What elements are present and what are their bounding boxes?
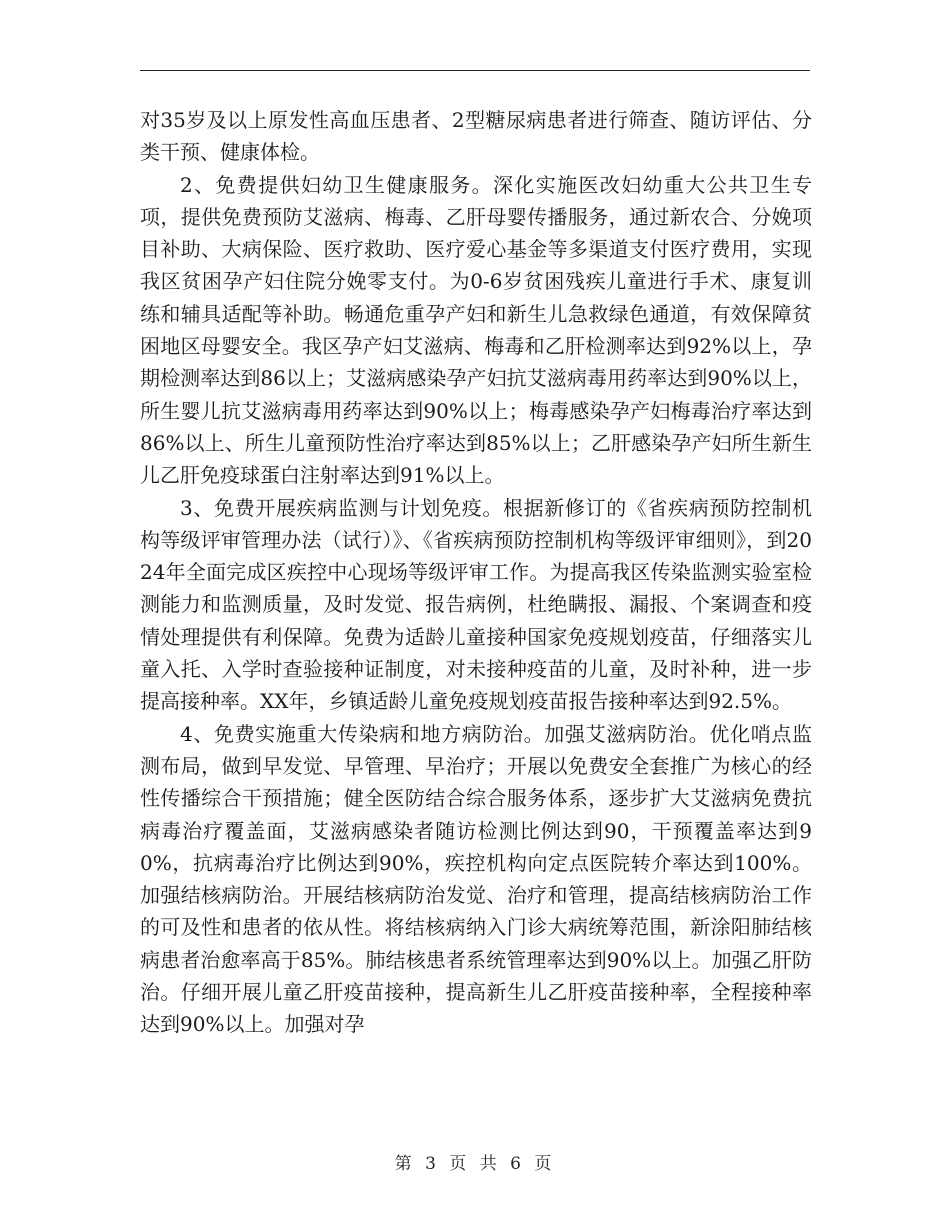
page-number: 第 3 页 共 6 页 [394,1154,556,1174]
paragraph-1: 对35岁及以上原发性高血压患者、2型糖尿病患者进行筛查、随访评估、分类干预、健康体检。 [140,108,812,165]
header-rule [140,70,810,71]
paragraph-3: 3、免费开展疾病监测与计划免疫。根据新修订的《省疾病预防控制机构等级评审管理办法（试行）》、《省疾病预防控制机构等级评审细则》，到2024年全面完成区疾控中心现场等级评审工作。为提高我区传染监测实验室检测能力和监测质量，及时发觉、报告病例，杜绝瞒报、漏报、个案调查和疫情处理提供有利保障。免费为适龄儿童接种国家免疫规划疫苗，仔细落实儿童入托、入学时查验接种证制度，对未接种疫苗的儿童，及时补种，进一步提高接种率。XX年，乡镇适龄儿童免疫规划疫苗报告接种率达到92.5%。 [140,495,812,714]
document-body [140,104,812,1041]
paragraph-2: 2、免费提供妇幼卫生健康服务。深化实施医改妇幼重大公共卫生专项，提供免费预防艾滋病、梅毒、乙肝母婴传播服务，通过新农合、分娩项目补助、大病保险、医疗救助、医疗爱心基金等多渠道支付医疗费用，实现我区贫困孕产妇住院分娩零支付。为0-6岁贫困残疾儿童进行手术、康复训练和辅具适配等补助。畅通危重孕产妇和新生儿急救绿色通道，有效保障贫困地区母婴安全。我区孕产妇艾滋病、梅毒和乙肝检测率达到92%以上，孕期检测率达到86以上；艾滋病感染孕产妇抗艾滋病毒用药率达到90%以上，所生婴儿抗艾滋病毒用药率达到90%以上；梅毒感染孕产妇梅毒治疗率达到86%以上、所生儿童预防性治疗率达到85%以上；乙肝感染孕产妇所生新生儿乙肝免疫球蛋白注射率达到91%以上。 [140,172,812,488]
paragraph-4: 4、免费实施重大传染病和地方病防治。加强艾滋病防治。优化哨点监测布局，做到早发觉、早管理、早治疗；开展以免费安全套推广为核心的经性传播综合干预措施；健全医防结合综合服务体系，逐步扩大艾滋病免费抗病毒治疗覆盖面，艾滋病感染者随访检测比例达到90，干预覆盖率达到90%，抗病毒治疗比例达到90%，疾控机构向定点医院转介率达到100%。加强结核病防治。开展结核病防治发觉、治疗和管理，提高结核病防治工作的可及性和患者的依从性。将结核病纳入门诊大病统筹范围，新涂阳肺结核病患者治愈率高于85%。肺结核患者系统管理率达到90%以上。加强乙肝防治。仔细开展儿童乙肝疫苗接种，提高新生儿乙肝疫苗接种率，全程接种率达到90%以上。加强对孕 [140,721,812,1037]
